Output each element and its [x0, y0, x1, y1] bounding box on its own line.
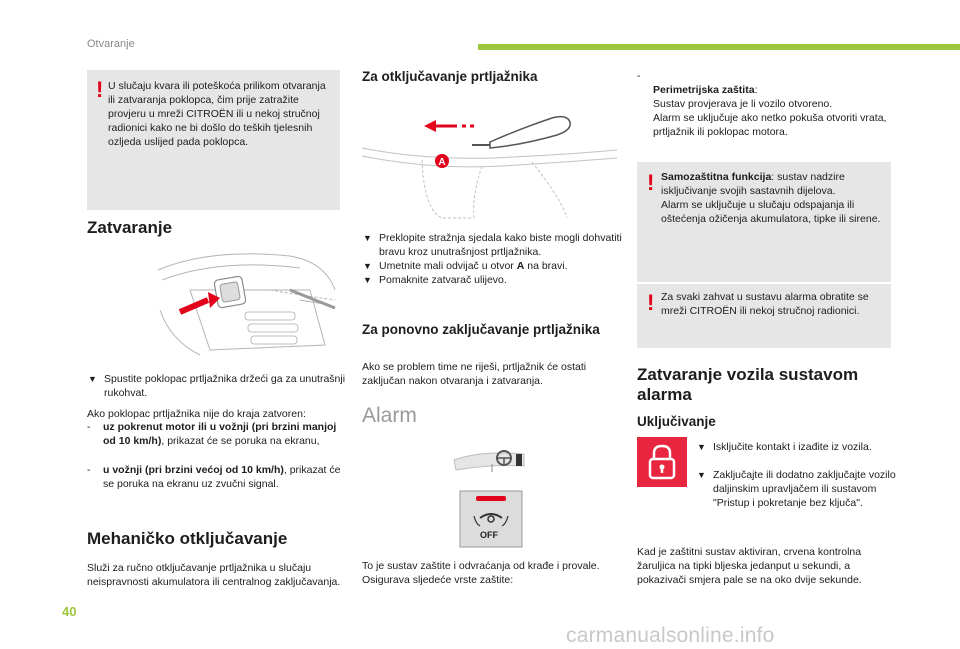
alarm-title: Alarm — [362, 404, 417, 427]
service-warning-box — [637, 284, 891, 348]
warning-box-hood — [87, 70, 340, 210]
not-closed-intro: Ako poklopac prtljažnika nije do kraja zatvoren: — [87, 408, 306, 420]
bullet-icon: ▼ — [88, 374, 97, 384]
self-protection-text: Samozaštitna funkcija: sustav nadzire isključivanje svojih sastavnih dijelova. Alarm se uključuje u slučaju odspajanja ili oštećenja ožičenja akumulatora, tipke ili sirene. — [661, 171, 881, 225]
self-protection-box — [637, 162, 891, 282]
trunk-closing-illustration — [150, 250, 340, 362]
step-insert-screwdriver: ▼ Umetnite mali odvijač u otvor A na bravi. — [363, 260, 568, 272]
mech-unlock-title: Mehaničko otključavanje — [87, 529, 288, 548]
warning-icon: ! — [96, 77, 104, 102]
dash-1: - — [87, 421, 91, 433]
step-ignition-off: ▼ Isključite kontakt i izađite iz vozila. — [697, 441, 872, 453]
alarm-text: To je sustav zaštite i odvraćanja od krađe i provale. Osigurava sljedeće vrste zaštite: — [362, 560, 600, 586]
perimeter-protection: Perimetrijska zaštita: Sustav provjerava je li vozilo otvoreno. Alarm se uključuje ako netko pokuša otvoriti vrata, prtljažnik ili poklopac motora. — [653, 84, 887, 138]
alarm-lock-title: Zatvaranje vozila sustavom alarma — [637, 365, 859, 404]
header-accent-bar — [478, 44, 960, 50]
dash-perim: - — [637, 70, 641, 82]
alarm-button-illustration — [452, 446, 532, 556]
label-a: A — [438, 157, 446, 168]
trunk-lock-illustration — [362, 100, 617, 230]
mech-unlock-text: Služi za ručno otključavanje prtljažnika u slučaju neispravnosti akumulatora ili centralnog zaključavanja. — [87, 562, 341, 588]
off-label: OFF — [480, 530, 498, 540]
bullet-icon: ▼ — [363, 261, 372, 271]
activation-text: Kad je zaštitni sustav aktiviran, crvena kontrolna žaruljica na tipki bljeska jedanput u sekundi, a pokazivači smjera pale se na oko dvije sekunde. — [637, 546, 862, 586]
bullet-icon: ▼ — [697, 442, 706, 452]
zatvaranje-title: Zatvaranje — [87, 218, 173, 237]
unlock-trunk-title: Za otključavanje prtljažnika — [362, 69, 538, 84]
step-fold-seats: ▼ Preklopite stražnja sjedala kako biste mogli dohvatiti bravu kroz unutrašnjost prtljažnika. — [363, 232, 622, 258]
service-warning-text: Za svaki zahvat u sustavu alarma obratite se mreži CITROËN ili nekoj stručnoj radionici. — [661, 291, 869, 317]
warning-text: U slučaju kvara ili poteškoća prilikom otvaranja ili zatvaranja poklopca, čim prije zatražite provjeru u mreži CITROËN ili u nekoj stručnoj radionici kako ne bi došlo do teških tjelesnih ozljeda uslijed pada poklopca. — [108, 80, 326, 148]
warning-icon: ! — [647, 170, 655, 195]
warning-icon: ! — [647, 290, 655, 315]
relock-text: Ako se problem time ne riješi, prtljažnik će ostati zaključan nakon otvaranja i zatvaranja. — [362, 361, 587, 387]
step-lower-lid: ▼ Spustite poklopac prtljažnika držeći ga za unutrašnji rukohvat. — [88, 373, 346, 399]
relock-title: Za ponovno zaključavanje prtljažnika — [362, 322, 600, 337]
step-move-latch: ▼ Pomaknite zatvarač ulijevo. — [363, 274, 507, 286]
padlock-icon — [637, 437, 687, 487]
not-closed-item-2: u vožnji (pri brzini većoj od 10 km/h), prikazat će se poruka na ekranu uz zvučni signal. — [103, 464, 341, 490]
watermark: carmanualsonline.info — [566, 624, 775, 647]
lock-icon-tile — [637, 437, 687, 487]
bullet-icon: ▼ — [697, 470, 706, 480]
dash-2: - — [87, 464, 91, 476]
not-closed-item-1: uz pokrenut motor ili u vožnji (pri brzini manjoj od 10 km/h), prikazat će se poruka na ekranu, — [103, 421, 337, 447]
section-label: Otvaranje — [87, 38, 135, 50]
step-lock-vehicle: ▼ Zaključajte ili dodatno zaključajte vozilo daljinskim upravljačem ili sustavom "Pristup i pokretanje bez ključa". — [697, 469, 896, 509]
page-number: 40 — [62, 604, 77, 619]
enable-title: Uključivanje — [637, 414, 716, 429]
bullet-icon: ▼ — [363, 275, 372, 285]
bullet-icon: ▼ — [363, 233, 372, 243]
